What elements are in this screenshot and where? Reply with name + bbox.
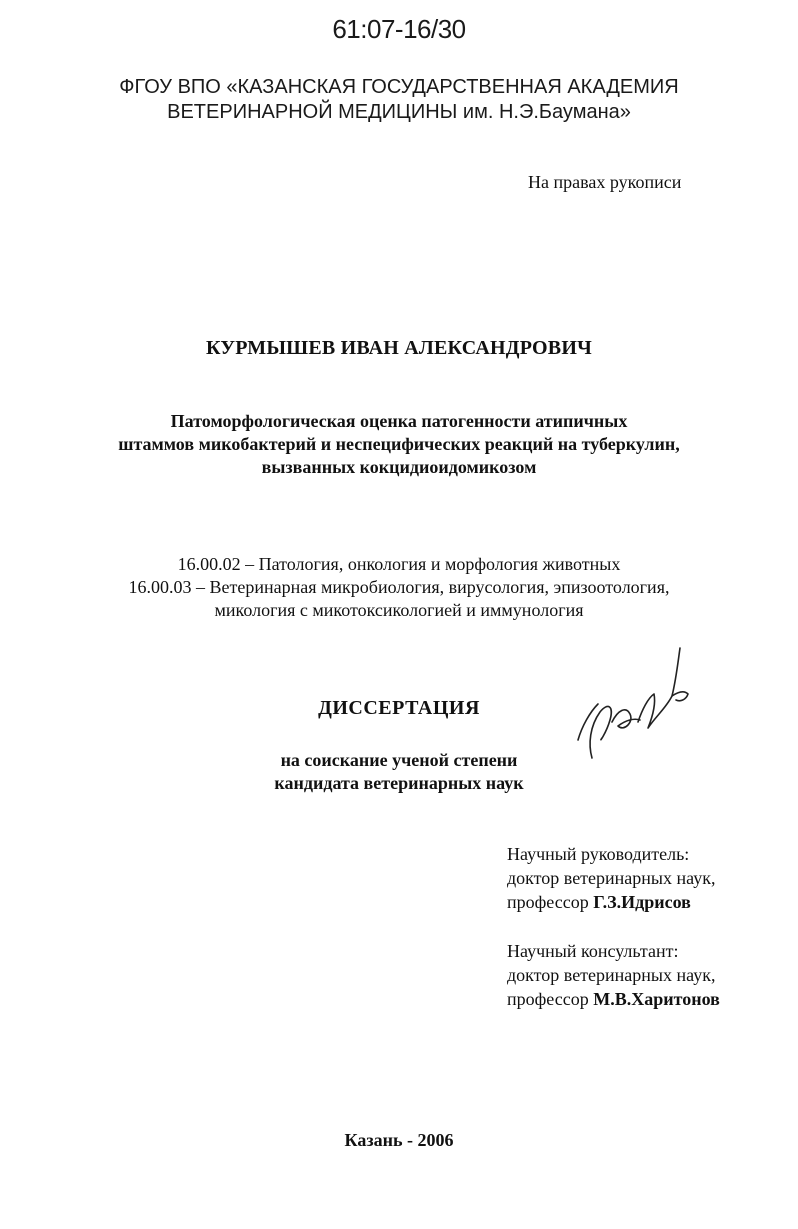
consultant-degree: доктор ветеринарных наук, — [507, 965, 716, 985]
specialty-line-3: микология с микотоксикологией и иммунология — [214, 600, 584, 620]
specialties — [0, 553, 798, 622]
document-type: ДИССЕРТАЦИЯ — [318, 697, 480, 719]
supervisor-role: Научный руководитель: — [507, 844, 690, 864]
supervisor-title-line — [507, 890, 715, 914]
specialty-line-1: 16.00.02 – Патология, онкология и морфология животных — [177, 554, 621, 574]
rights-note: На правах рукописи — [528, 172, 682, 192]
organization-line-1: ФГОУ ВПО «КАЗАНСКАЯ ГОСУДАРСТВЕННАЯ АКАДЕМИЯ — [119, 76, 679, 98]
supervisor-title: профессор — [507, 892, 589, 912]
degree-line-2: кандидата ветеринарных наук — [274, 773, 524, 793]
supervisor-degree: доктор ветеринарных наук, — [507, 868, 716, 888]
organization-line-2: ВЕТЕРИНАРНОЙ МЕДИЦИНЫ им. Н.Э.Баумана» — [167, 101, 631, 123]
degree-line-1: на соискание ученой степени — [280, 750, 518, 770]
consultant-name: М.В.Харитонов — [593, 989, 720, 1009]
consultant-block — [507, 939, 720, 1011]
specialty-line-2: 16.00.03 – Ветеринарная микробиология, вирусология, эпизоотология, — [128, 577, 670, 597]
thesis-title-line-3: вызванных кокцидиоидомикозом — [261, 457, 537, 477]
supervisor-name: Г.З.Идрисов — [593, 892, 691, 912]
place-year: Казань - 2006 — [344, 1130, 454, 1150]
thesis-title-line-2: штаммов микобактерий и неспецифических реакций на туберкулин, — [118, 434, 680, 454]
organization-name — [0, 75, 798, 125]
supervisor-block — [507, 842, 715, 914]
catalog-code: 61:07-16/30 — [332, 14, 466, 44]
author-name: КУРМЫШЕВ ИВАН АЛЕКСАНДРОВИЧ — [206, 337, 592, 359]
consultant-title-line — [507, 987, 720, 1011]
consultant-role: Научный консультант: — [507, 941, 679, 961]
consultant-title: профессор — [507, 989, 589, 1009]
handwritten-signature — [568, 640, 708, 770]
thesis-title-line-1: Патоморфологическая оценка патогенности атипичных — [170, 411, 628, 431]
thesis-title — [0, 410, 798, 479]
